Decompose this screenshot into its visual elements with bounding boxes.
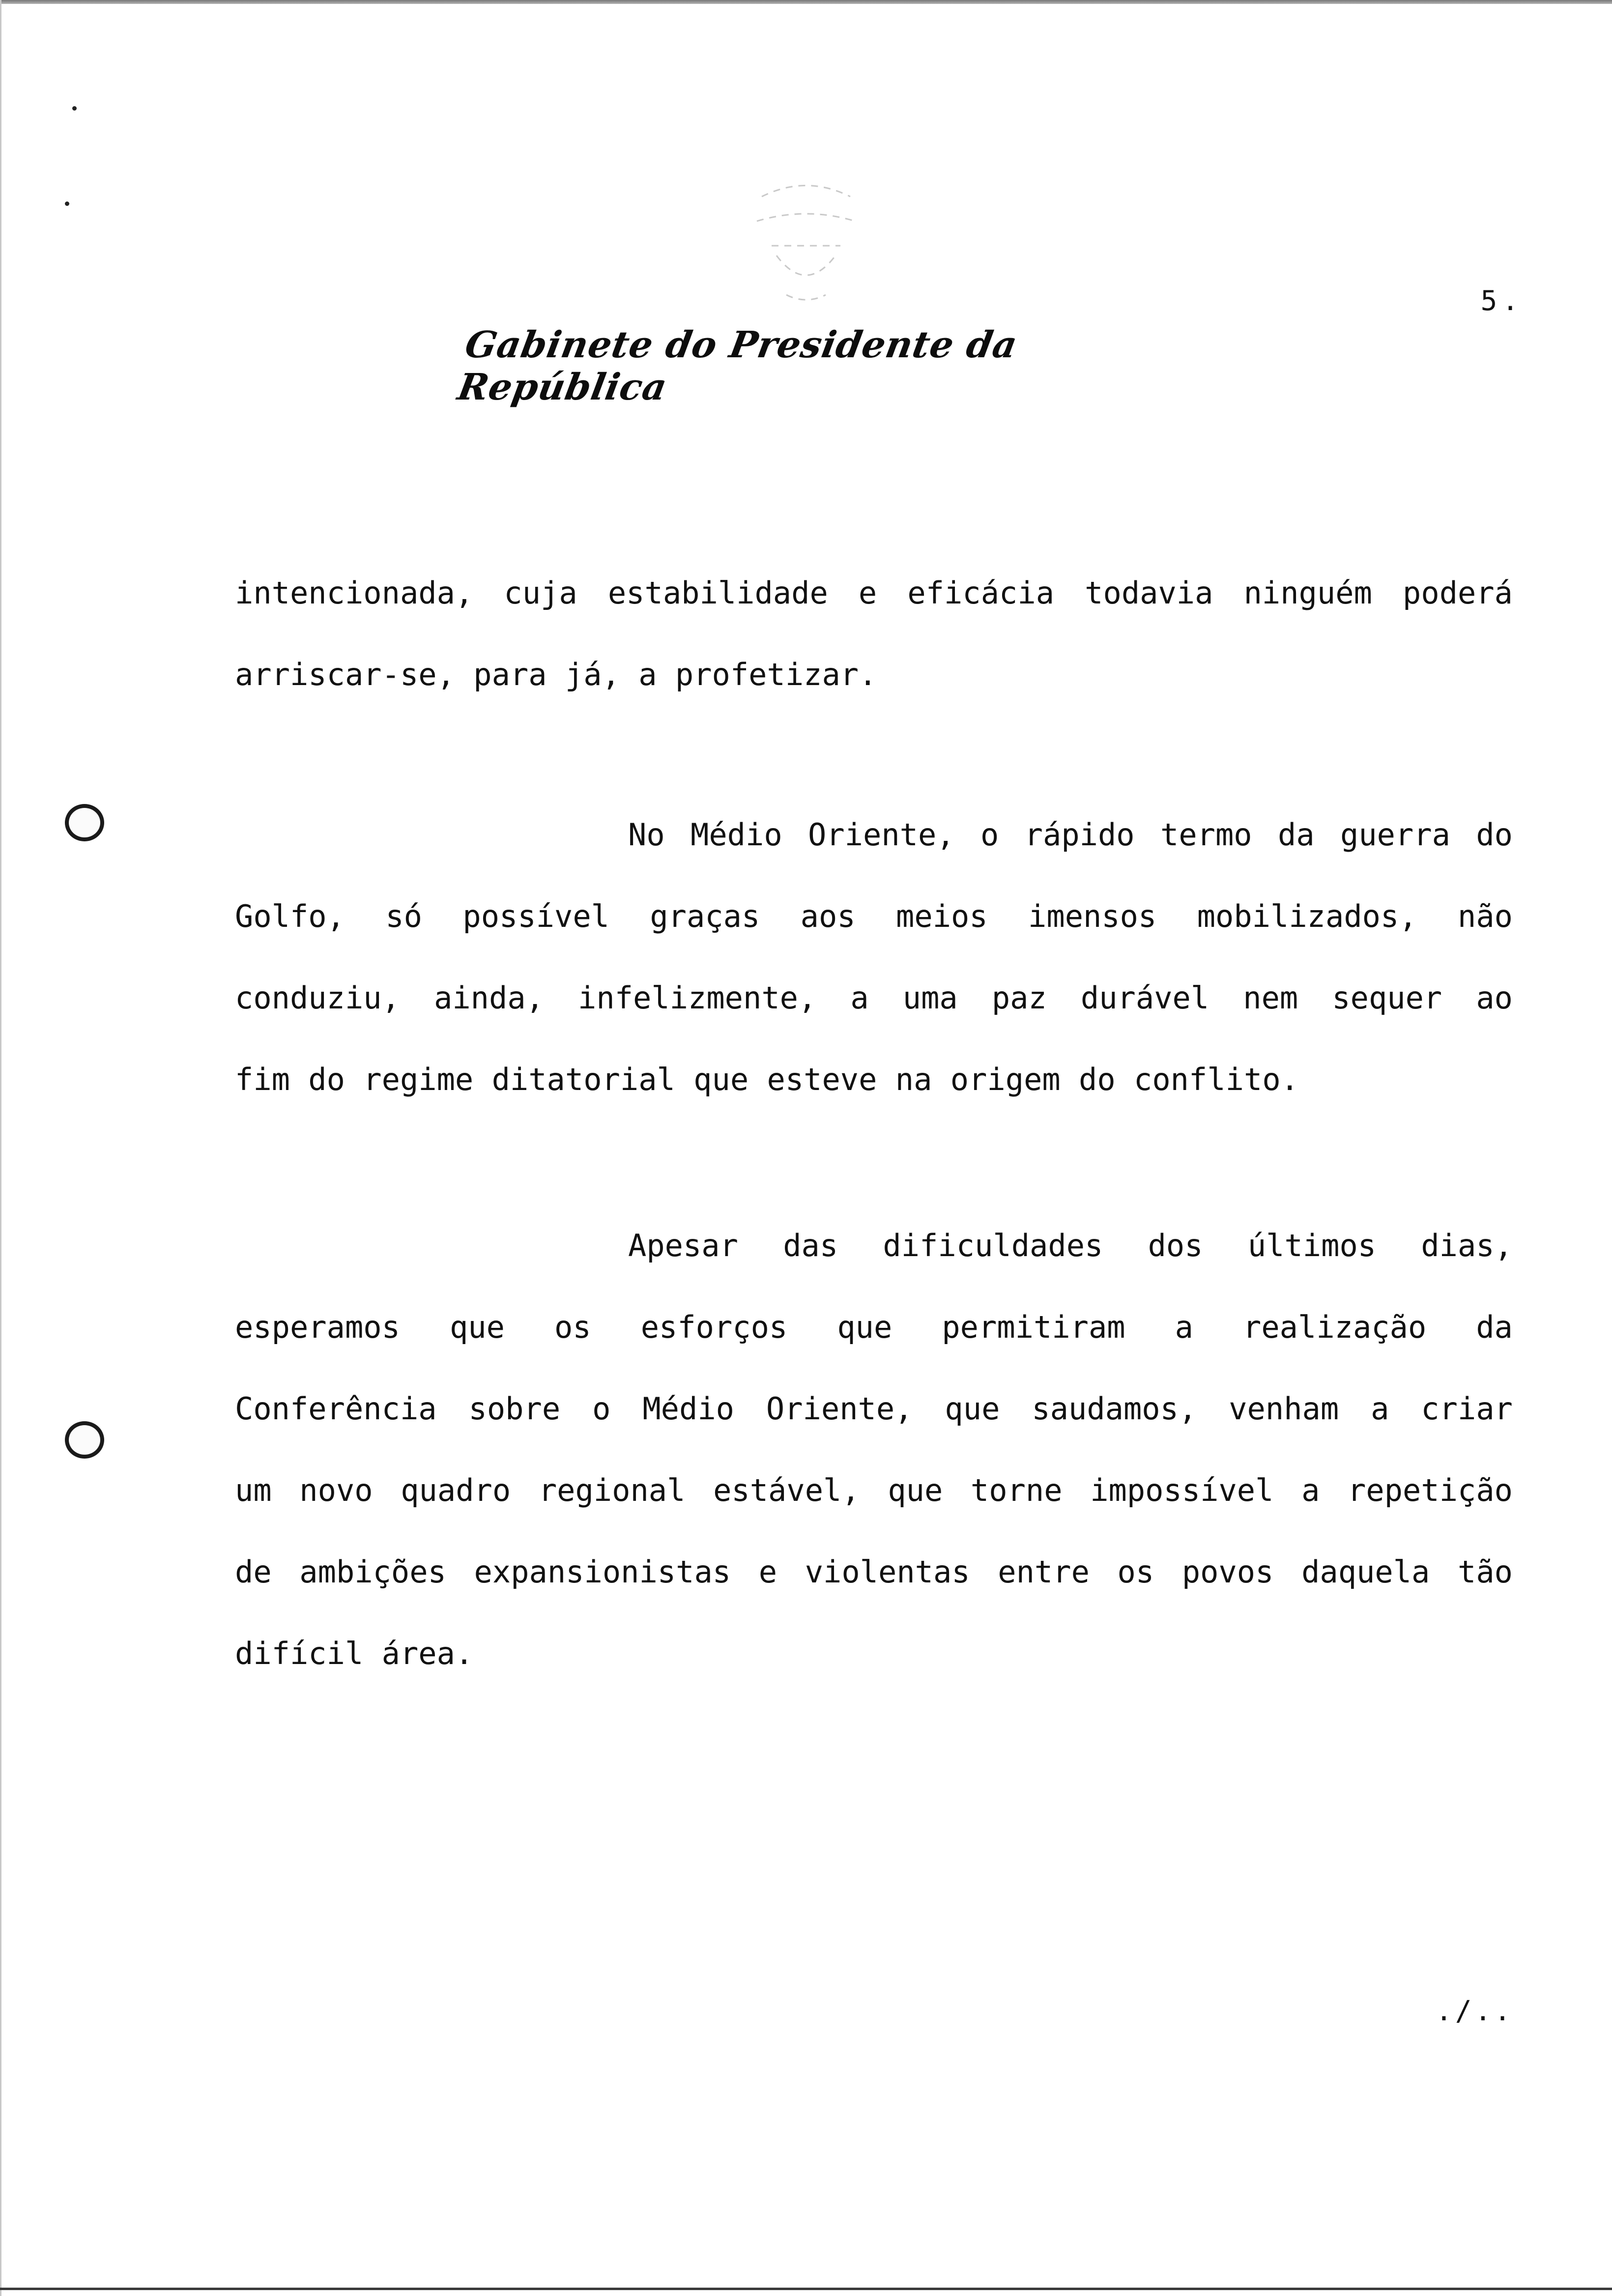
text-line: arriscar-se, para já, a profetizar. (235, 657, 877, 692)
text-line: de ambições expansionistas e violentas entre os povos daquela tão (235, 1554, 1513, 1590)
text-line: Apesar das dificuldades dos últimos dias, (628, 1228, 1513, 1263)
scan-left-edge (0, 0, 1, 2296)
text-line: conduziu, ainda, infelizmente, a uma paz durável nem sequer ao (235, 980, 1513, 1016)
scan-speck (65, 201, 69, 206)
text-line: um novo quadro regional estável, que torne impossível a repetição (235, 1472, 1513, 1508)
punch-hole-icon (65, 1421, 104, 1459)
paragraph (235, 1205, 1513, 1694)
scan-top-edge (0, 0, 1612, 4)
text-line: No Médio Oriente, o rápido termo da guerra do (628, 817, 1513, 853)
text-line: esperamos que os esforços que permitiram a realização da (235, 1309, 1513, 1345)
text-line: difícil área. (235, 1636, 474, 1671)
paragraph (235, 552, 1513, 716)
text-line: intencionada, cuja estabilidade e eficácia todavia ninguém poderá (235, 575, 1513, 611)
letterhead-title: Gabinete do Presidente da República (454, 324, 1021, 408)
text-line: Golfo, só possível graças aos meios imensos mobilizados, não (235, 898, 1513, 934)
page-number: 5. (1480, 285, 1524, 317)
coat-of-arms-icon (742, 177, 870, 310)
text-line: fim do regime ditatorial que esteve na origem do conflito. (235, 1062, 1299, 1097)
scan-bottom-edge (0, 2288, 1612, 2290)
continuation-mark: ./.. (1436, 1995, 1514, 2027)
text-line: Conferência sobre o Médio Oriente, que saudamos, venham a criar (235, 1391, 1513, 1427)
punch-hole-icon (65, 804, 104, 841)
paragraph (235, 794, 1513, 1120)
scan-speck (72, 106, 77, 111)
